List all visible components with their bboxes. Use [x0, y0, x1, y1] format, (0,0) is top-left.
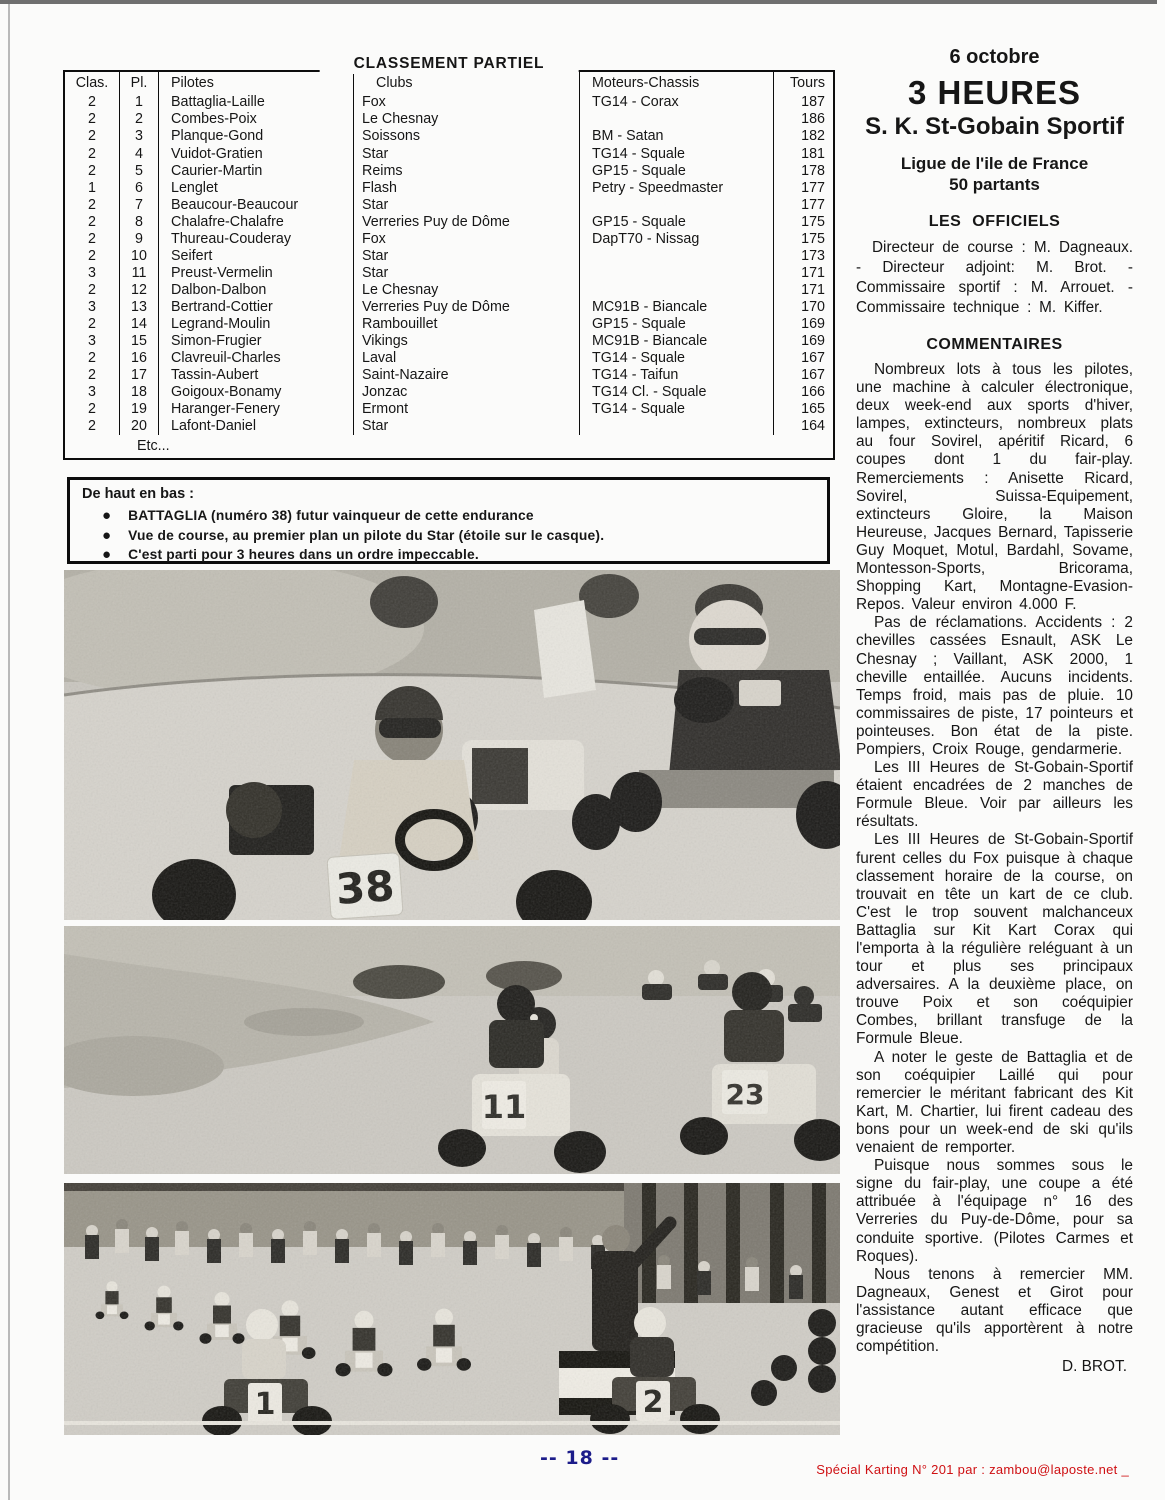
cell-clas: 3 [65, 384, 120, 401]
cell-clubs: Rambouillet [354, 316, 580, 333]
cell-clubs: Le Chesnay [354, 282, 580, 299]
table-row [65, 350, 833, 367]
cell-clubs: Le Chesnay [354, 111, 580, 128]
cell-clas: 2 [65, 94, 120, 111]
caption-item [82, 506, 815, 526]
table-row [65, 179, 833, 196]
cell-clas: 2 [65, 111, 120, 128]
table-title: CLASSEMENT PARTIEL [320, 54, 579, 74]
cell-moteurs: DapT70 - Nissag [580, 230, 774, 247]
cell-clubs: Star [354, 247, 580, 264]
cell-pilotes: Haranger-Fenery [159, 401, 354, 418]
article-paragraph: Puisque nous sommes sous le signe du fair-play, une coupe a été attribuée à l'équipage n° 16 des Verreries du Puy-de-Dôme, pour sa conduite sportive. (Pilotes Carmes et Roques). [856, 1157, 1133, 1265]
cell-moteurs [580, 418, 774, 435]
cell-clubs: Star [354, 264, 580, 281]
captions-box [67, 477, 830, 564]
cell-pilotes: Lenglet [159, 179, 354, 196]
header-moteurs: Moteurs-Chassis [580, 72, 774, 94]
table-row [65, 418, 833, 435]
page-number: -- 18 -- [540, 1447, 620, 1469]
cell-pilotes: Caurier-Martin [159, 162, 354, 179]
bullet-icon: ● [102, 526, 112, 544]
cell-moteurs [580, 282, 774, 299]
article-paragraph: Pas de réclamations. Accidents : 2 chevilles cassées Esnault, ASK Le Chesnay ; Vaillant, ASK 2000, 1 cheville entaillée. Aucuns incidents. Temps froid, mais pas de pluie. 10 commissaires de piste, 17 pointeurs et pointeuses. Bon état de la piste. Pompiers, Croix Rouge, gendarmerie. [856, 614, 1133, 758]
cell-moteurs: GP15 - Squale [580, 162, 774, 179]
cell-clas: 3 [65, 333, 120, 350]
article-entrants: 50 partants [949, 175, 1040, 194]
header-pilotes: Pilotes [159, 72, 354, 94]
cell-pilotes: Planque-Gond [159, 128, 354, 145]
caption-item [82, 545, 815, 565]
photo-start-svg [64, 1183, 840, 1435]
cell-clubs: Ermont [354, 401, 580, 418]
table-row [65, 384, 833, 401]
kart-number-plate: 1 [254, 1387, 276, 1422]
table-row [65, 162, 833, 179]
kart-number-plate: 23 [725, 1078, 765, 1111]
cell-clas: 2 [65, 128, 120, 145]
cell-clubs: Soissons [354, 128, 580, 145]
cell-tours: 187 [801, 94, 825, 111]
comments-heading: COMMENTAIRES [926, 336, 1063, 353]
cell-clubs: Fox [354, 230, 580, 247]
cell-pl: 12 [120, 282, 159, 299]
cell-pilotes: Chalafre-Chalafre [159, 213, 354, 230]
cell-pl: 15 [120, 333, 159, 350]
cell-tours: 171 [801, 264, 825, 281]
table-row [65, 145, 833, 162]
cell-clubs: Saint-Nazaire [354, 367, 580, 384]
cell-clas: 2 [65, 230, 120, 247]
article-paragraph: Nombreux lots à tous les pilotes, une machine à calculer électronique, deux week-end aux sports d'hiver, lampes, extincteurs, nombreux plats au four Sovirel, apéritif Ricard, 6 coupes dont 1 du fair-play. Remerciements : Anisette Ricard, Sovirel, Suissa-Equipement, extincteurs Gloire, la Maison Heureuse, Jacques Bernard, Tapisserie Guy Moquet, Motul, Bardahl, Sovame, Montesson-Sports, Bricorama, Shopping Kart, Montagne-Evasion-Repos. Valeur environ 4.000 F. [856, 361, 1133, 614]
table-row [65, 401, 833, 418]
cell-clubs: Flash [354, 179, 580, 196]
cell-clubs: Laval [354, 350, 580, 367]
cell-clas: 2 [65, 145, 120, 162]
cell-clas: 2 [65, 282, 120, 299]
caption-text: BATTAGLIA (numéro 38) futur vainqueur de cette endurance [128, 508, 534, 523]
cell-moteurs [580, 196, 774, 213]
article-paragraph: Nous tenons à remercier MM. Dagneaux, Genest et Girot pour l'assistance autant efficace que gracieuse qu'ils apportèrent à notre compétition. [856, 1265, 1133, 1356]
cell-moteurs: Petry - Speedmaster [580, 179, 774, 196]
left-rule [8, 4, 10, 1500]
cell-moteurs [580, 264, 774, 281]
article-date: 6 octobre [949, 46, 1040, 68]
article-subtitle: S. K. St-Gobain Sportif [865, 113, 1124, 140]
cell-moteurs: TG14 - Corax [580, 94, 774, 111]
cell-pl: 13 [120, 299, 159, 316]
header-tours: Tours [790, 74, 825, 91]
cell-tours: 177 [801, 179, 825, 196]
table-row [65, 111, 833, 128]
cell-tours: 169 [801, 315, 825, 332]
cell-tours: 167 [801, 350, 825, 367]
cell-pilotes: Goigoux-Bonamy [159, 384, 354, 401]
cell-pl: 16 [120, 350, 159, 367]
cell-pl: 1 [120, 94, 159, 111]
cell-pilotes: Simon-Frugier [159, 333, 354, 350]
cell-clubs: Verreries Puy de Dôme [354, 299, 580, 316]
cell-pl: 7 [120, 196, 159, 213]
classification-table [63, 56, 835, 460]
photo-course-view [64, 926, 840, 1174]
cell-pl: 19 [120, 401, 159, 418]
cell-tours: 167 [801, 367, 825, 384]
cell-clubs: Star [354, 145, 580, 162]
caption-item [82, 526, 815, 546]
caption-text: C'est parti pour 3 heures dans un ordre impeccable. [128, 547, 479, 562]
cell-pl: 20 [120, 418, 159, 435]
cell-clubs: Fox [354, 94, 580, 111]
cell-moteurs: MC91B - Biancale [580, 299, 774, 316]
cell-clubs: Vikings [354, 333, 580, 350]
cell-pl: 9 [120, 230, 159, 247]
cell-pilotes: Lafont-Daniel [159, 418, 354, 435]
cell-pl: 4 [120, 145, 159, 162]
cell-moteurs [580, 247, 774, 264]
cell-tours: 177 [801, 196, 825, 213]
cell-tours: 186 [801, 111, 825, 128]
cell-clubs: Star [354, 196, 580, 213]
cell-pilotes: Vuidot-Gratien [159, 145, 354, 162]
cell-moteurs: MC91B - Biancale [580, 333, 774, 350]
table-etc: Etc... [137, 438, 170, 455]
cell-pl: 5 [120, 162, 159, 179]
cell-tours: 178 [801, 162, 825, 179]
top-rule [0, 0, 1157, 4]
kart-number-plate: 11 [481, 1088, 527, 1126]
cell-pilotes: Preust-Vermelin [159, 264, 354, 281]
cell-tours: 170 [801, 298, 825, 315]
table-row [65, 282, 833, 299]
article-column [856, 46, 1133, 1376]
cell-pilotes: Thureau-Couderay [159, 230, 354, 247]
cell-pilotes: Beaucour-Beaucour [159, 196, 354, 213]
cell-clas: 2 [65, 350, 120, 367]
cell-pl: 2 [120, 111, 159, 128]
cell-pilotes: Legrand-Moulin [159, 316, 354, 333]
photo-battaglia-38 [64, 570, 840, 920]
cell-clas: 2 [65, 401, 120, 418]
cell-pl: 18 [120, 384, 159, 401]
captions-intro: De haut en bas : [82, 486, 194, 502]
bullet-icon: ● [102, 507, 112, 525]
cell-tours: 175 [801, 213, 825, 230]
kart-number-plate: 38 [334, 861, 396, 914]
table-header-row [65, 72, 833, 94]
cell-pl: 10 [120, 247, 159, 264]
footer-credit: Spécial Karting N° 201 par : zambou@laposte.net _ [816, 1462, 1129, 1477]
table-row [65, 196, 833, 213]
cell-pilotes: Clavreuil-Charles [159, 350, 354, 367]
cell-clas: 2 [65, 162, 120, 179]
caption-text: Vue de course, au premier plan un pilote du Star (étoile sur le casque). [128, 527, 605, 543]
cell-pilotes: Battaglia-Laille [159, 94, 354, 111]
cell-tours: 164 [801, 418, 825, 435]
cell-clas: 2 [65, 418, 120, 435]
table-row [65, 247, 833, 264]
cell-pilotes: Bertrand-Cottier [159, 299, 354, 316]
cell-tours: 175 [801, 230, 825, 247]
article-signature: D. BROT. [1062, 1358, 1127, 1376]
cell-pilotes: Dalbon-Dalbon [159, 282, 354, 299]
cell-pilotes: Combes-Poix [159, 111, 354, 128]
photo-battaglia-svg [64, 570, 840, 920]
article-league: Ligue de l'ile de France [900, 154, 1089, 173]
cell-pl: 11 [120, 264, 159, 281]
cell-tours: 182 [801, 128, 825, 145]
cell-pl: 17 [120, 367, 159, 384]
cell-moteurs: TG14 - Taifun [580, 367, 774, 384]
photo-race-start [64, 1183, 840, 1435]
cell-pl: 8 [120, 213, 159, 230]
article-paragraph: Les III Heures de St-Gobain-Sportif furent celles du Fox puisque à chaque classement horaire de la course, on trouvait en tête un kart de ce club. C'est le trop souvent malchanceux Battaglia sur Kit Kart Corax qui l'emporta à la régulière reléguant à un tour et plus ses principaux adversaires. A la deuxième place, on trouve Poix et son coéquipier Combes, brillant transfuge de la Formule Bleue. [856, 831, 1133, 1048]
header-pl: Pl. [120, 72, 159, 94]
article-paragraph: A noter le geste de Battaglia et de son coéquipier Laillé qui pour remercier le méritant fabricant des Kit Kart, M. Chartier, lui firent cadeau des bons pour un week-end de ski qu'ils venaient de remporter. [856, 1048, 1133, 1157]
cell-moteurs: BM - Satan [580, 128, 774, 145]
cell-clubs: Jonzac [354, 384, 580, 401]
cell-clubs: Reims [354, 162, 580, 179]
table-box [63, 70, 835, 460]
bullet-icon: ● [102, 546, 112, 564]
cell-clubs: Star [354, 418, 580, 435]
article-paragraph: Les III Heures de St-Gobain-Sportif étaient encadrées de 2 manches de Formule Bleue. Voir par ailleurs les résultats. [856, 759, 1133, 831]
cell-tours: 173 [801, 247, 825, 264]
cell-tours: 171 [801, 281, 825, 298]
cell-pl: 3 [120, 128, 159, 145]
officials-text: Directeur de course : M. Dagneaux. - Directeur adjoint: M. Brot. - Commissaire sportif : M. Arrouet. - Commissaire technique : M. Kiffer. [856, 239, 1133, 316]
cell-moteurs: TG14 - Squale [580, 401, 774, 418]
cell-clas: 1 [65, 179, 120, 196]
table-row [65, 264, 833, 281]
table-row [65, 94, 833, 111]
cell-tours: 166 [801, 384, 825, 401]
cell-clas: 2 [65, 247, 120, 264]
cell-moteurs: GP15 - Squale [580, 316, 774, 333]
cell-clas: 3 [65, 299, 120, 316]
cell-clas: 3 [65, 264, 120, 281]
cell-clas: 2 [65, 213, 120, 230]
kart-number-plate: 2 [642, 1385, 664, 1420]
cell-moteurs [580, 111, 774, 128]
cell-moteurs: TG14 - Squale [580, 145, 774, 162]
cell-pilotes: Tassin-Aubert [159, 367, 354, 384]
cell-clas: 2 [65, 367, 120, 384]
cell-clas: 2 [65, 316, 120, 333]
cell-moteurs: TG14 Cl. - Squale [580, 384, 774, 401]
cell-tours: 165 [801, 401, 825, 418]
table-row [65, 316, 833, 333]
cell-pilotes: Seifert [159, 247, 354, 264]
cell-clubs: Verreries Puy de Dôme [354, 213, 580, 230]
cell-moteurs: TG14 - Squale [580, 350, 774, 367]
cell-pl: 14 [120, 316, 159, 333]
header-clubs: Clubs [354, 72, 580, 94]
cell-clas: 2 [65, 196, 120, 213]
table-row [65, 213, 833, 230]
cell-pl: 6 [120, 179, 159, 196]
table-row [65, 299, 833, 316]
table-row [65, 367, 833, 384]
cell-tours: 181 [801, 145, 825, 162]
table-row [65, 128, 833, 145]
article-title: 3 HEURES [907, 74, 1082, 111]
table-row [65, 230, 833, 247]
cell-moteurs: GP15 - Squale [580, 213, 774, 230]
photo-course-svg [64, 926, 840, 1174]
officials-heading: LES OFFICIELS [928, 213, 1061, 230]
header-clas: Clas. [65, 72, 120, 94]
cell-tours: 169 [801, 333, 825, 350]
table-row [65, 333, 833, 350]
